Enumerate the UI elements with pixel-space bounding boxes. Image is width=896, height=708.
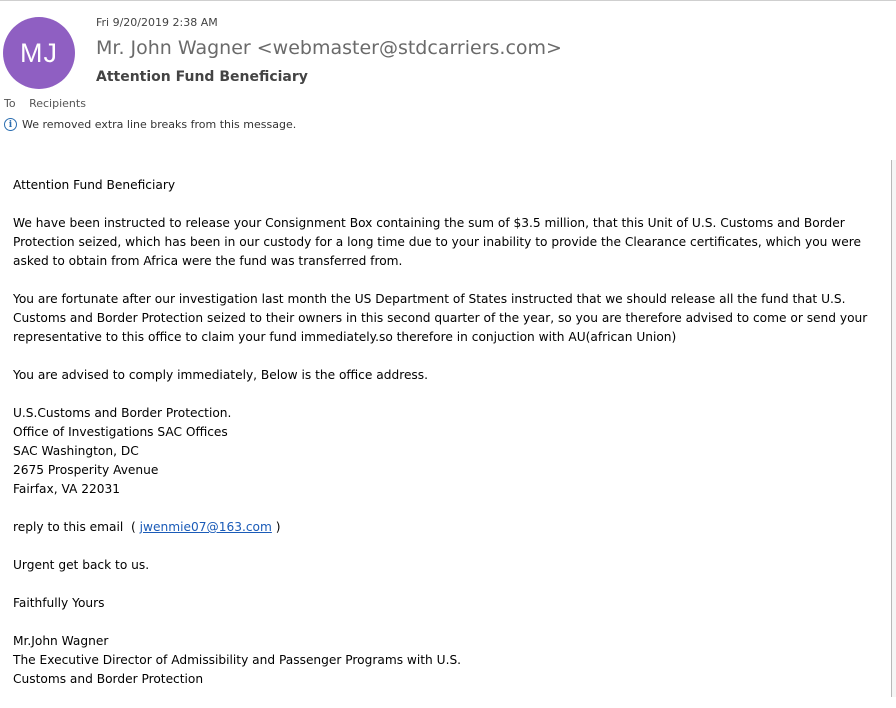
closing-line: Faithfully Yours xyxy=(13,596,105,610)
greeting: Attention Fund Beneficiary xyxy=(13,178,176,192)
address-line: Fairfax, VA 22031 xyxy=(13,482,121,496)
signature xyxy=(13,632,888,689)
paragraph-1: We have been instructed to release your Consignment Box containing the sum of $3.5 million, that this Unit of U.S. Customs and Border Protection seized, which has been in our custody for a long time due to your inability to provide the Clearance certificates, which you were asked to obtain from Africa were the fund was transferred from. xyxy=(13,216,861,268)
address-line: Office of Investigations SAC Offices xyxy=(13,425,228,439)
signature-line: Mr.John Wagner xyxy=(13,634,109,648)
office-address xyxy=(13,404,888,499)
reply-prefix: reply to this email ( xyxy=(13,520,140,534)
sender-avatar[interactable] xyxy=(3,17,75,89)
top-divider xyxy=(0,0,896,1)
info-bar[interactable] xyxy=(4,118,296,131)
message-date: Fri 9/20/2019 2:38 AM xyxy=(96,16,218,29)
paragraph-3: You are advised to comply immediately, Below is the office address. xyxy=(13,368,429,382)
signature-line: Customs and Border Protection xyxy=(13,672,204,686)
recipient-row xyxy=(4,97,86,110)
paragraph-2: You are fortunate after our investigation last month the US Department of States instructed that we should release all the fund that U.S. Customs and Border Protection seized to their owners in this second quarter of the year, so you are therefore advised to come or send your representative to this office to claim your fund immediately.so therefore in conjuction with AU(african Union) xyxy=(13,292,868,344)
reply-email-link[interactable]: jwenmie07@163.com xyxy=(139,520,272,534)
message-subject: Attention Fund Beneficiary xyxy=(96,69,308,85)
address-line: U.S.Customs and Border Protection. xyxy=(13,406,232,420)
message-body xyxy=(13,176,888,708)
info-icon: i xyxy=(4,118,17,131)
address-line: 2675 Prosperity Avenue xyxy=(13,463,159,477)
sender-name[interactable]: Mr. John Wagner <webmaster@stdcarriers.com> xyxy=(96,37,562,59)
recipients-link[interactable]: Recipients xyxy=(29,97,86,110)
urgent-line: Urgent get back to us. xyxy=(13,558,150,572)
to-label: To xyxy=(4,97,16,110)
signature-line: The Executive Director of Admissibility and Passenger Programs with U.S. xyxy=(13,653,462,667)
address-line: SAC Washington, DC xyxy=(13,444,139,458)
info-notice: We removed extra line breaks from this message. xyxy=(22,118,297,131)
scrollbar[interactable] xyxy=(891,160,896,697)
reply-line xyxy=(13,518,888,537)
reply-suffix: ) xyxy=(271,520,281,534)
avatar-initials: MJ xyxy=(20,37,58,68)
